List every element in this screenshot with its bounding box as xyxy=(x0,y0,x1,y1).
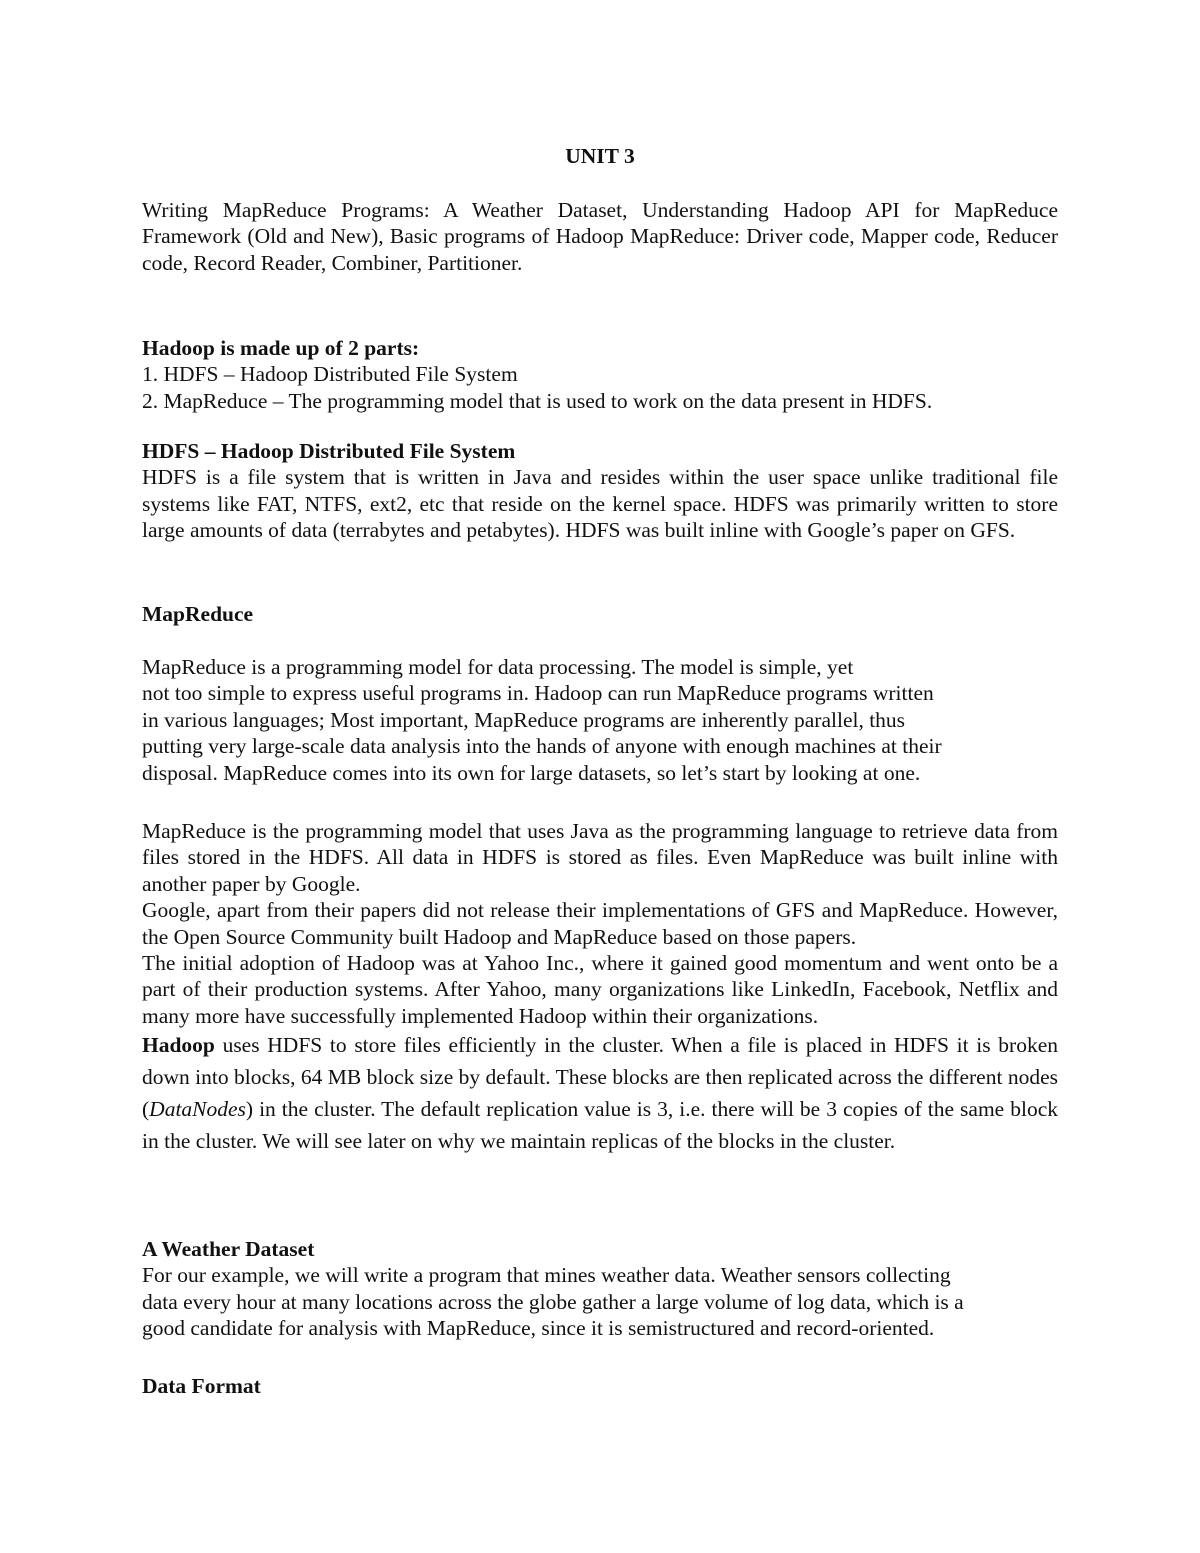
weather-line: For our example, we will write a program that mines weather data. Weather sensors collecting xyxy=(142,1263,951,1288)
hadoop-parts-section xyxy=(142,335,1058,414)
hdfs-heading: HDFS – Hadoop Distributed File System xyxy=(142,439,516,463)
mapreduce-intro-line: putting very large-scale data analysis into the hands of anyone with enough machines at their xyxy=(142,734,942,759)
hadoop-paragraph-text: uses HDFS to store files efficiently in the cluster. When a file is placed in HDFS it is broken down into blocks, 64 MB block size by default. These blocks are then replicated across the different nodes ( xyxy=(142,1033,1058,1122)
mapreduce-heading: MapReduce xyxy=(142,602,254,626)
mapreduce-intro-line: MapReduce is a programming model for data processing. The model is simple, yet xyxy=(142,655,854,679)
hadoop-adoption-paragraph: The initial adoption of Hadoop was at Yahoo Inc., where it gained good momentum and went onto be a part of their production systems. After Yahoo, many organizations like LinkedIn, Facebook, Netflix and many more have successfully implemented Hadoop within their organizations. xyxy=(142,951,1058,1028)
weather-heading: A Weather Dataset xyxy=(142,1237,315,1261)
weather-line: data every hour at many locations across the globe gather a large volume of log data, which is a xyxy=(142,1289,964,1314)
data-format-heading: Data Format xyxy=(142,1374,261,1398)
mapreduce-intro-line: disposal. MapReduce comes into its own for large datasets, so let’s start by looking at one. xyxy=(142,760,921,785)
mapreduce-intro-line: in various languages; Most important, MapReduce programs are inherently parallel, thus xyxy=(142,707,906,732)
hadoop-part-hdfs: 1. HDFS – Hadoop Distributed File System xyxy=(142,362,518,387)
weather-line: good candidate for analysis with MapReduce, since it is semistructured and record-oriented. xyxy=(142,1316,935,1341)
hadoop-bold-term: Hadoop xyxy=(142,1033,215,1058)
syllabus-paragraph: Writing MapReduce Programs: A Weather Dataset, Understanding Hadoop API for MapReduce Framework (Old and New), Basic programs of Hadoop MapReduce: Driver code, Mapper code, Reducer code, Record Reader, Combiner, Partitioner. xyxy=(142,198,1058,275)
hadoop-part-mapreduce: 2. MapReduce – The programming model that is used to work on the data present in HDFS. xyxy=(142,388,933,413)
mapreduce-intro-line: not too simple to express useful programs in. Hadoop can run MapReduce programs written xyxy=(142,681,934,706)
hadoop-parts-heading: Hadoop is made up of 2 parts: xyxy=(142,336,420,360)
mapreduce-details xyxy=(142,818,1058,1157)
hadoop-paragraph-tail: ) in the cluster. The default replication value is 3, i.e. there will be 3 copies of the same block in the cluster. We will see later on why we maintain replicas of the blocks in the cluster. xyxy=(142,1097,1058,1154)
hadoop-hdfs-paragraph xyxy=(142,1029,1058,1157)
weather-section xyxy=(142,1236,1058,1342)
mapreduce-java-paragraph: MapReduce is the programming model that uses Java as the programming language to retrieve data from files stored in the HDFS. All data in HDFS is stored as files. Even MapReduce was built inline with another paper by Google. xyxy=(142,819,1058,896)
unit-title: UNIT 3 xyxy=(565,144,635,168)
hdfs-paragraph: HDFS is a file system that is written in Java and resides within the user space unlike traditional file systems like FAT, NTFS, ext2, etc that reside on the kernel space. HDFS was primarily written to store large amounts of data (terrabytes and petabytes). HDFS was built inline with Google’s paper on GFS. xyxy=(142,465,1058,543)
datanodes-term: DataNodes xyxy=(149,1097,246,1122)
mapreduce-intro xyxy=(142,654,1058,786)
hdfs-section xyxy=(142,438,1058,544)
mapreduce-google-paragraph: Google, apart from their papers did not release their implementations of GFS and MapReduce. However, the Open Source Community built Hadoop and MapReduce based on those papers. xyxy=(142,898,1058,949)
